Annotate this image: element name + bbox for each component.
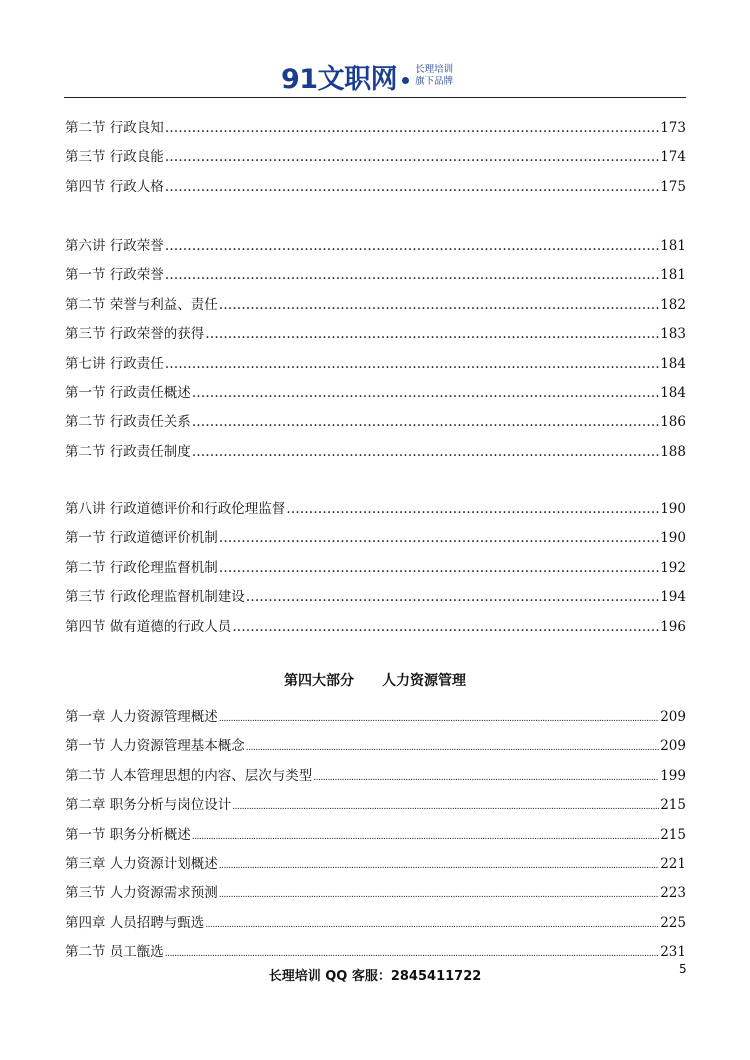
toc-entry [65, 353, 686, 375]
toc-entry-page: 209 [660, 738, 686, 755]
toc-dot-leader [165, 176, 659, 198]
toc-entry [65, 706, 686, 728]
toc-entry-page: 181 [660, 267, 686, 284]
logo-text: 91文职网 [281, 63, 398, 95]
toc-entry-page: 182 [660, 296, 686, 313]
toc-entry-page: 225 [660, 914, 686, 931]
toc-dot-leader [165, 943, 659, 965]
toc-entry-page: 186 [660, 414, 686, 431]
toc-entry-page: 183 [660, 326, 686, 343]
toc-entry [65, 235, 686, 257]
toc-entry [65, 616, 686, 638]
toc-entry-title: 第三节 行政伦理监督机制建设 [65, 589, 245, 606]
toc-entry-title: 第一节 人力资源管理基本概念 [65, 738, 245, 755]
toc-entry-title: 第一节 职务分析概述 [65, 826, 191, 843]
toc-entry [65, 382, 686, 404]
toc-dot-leader [286, 498, 659, 520]
toc-dot-leader [165, 264, 659, 286]
tagline-line-1: 长理培训 [415, 64, 454, 75]
toc-dot-leader [246, 586, 659, 608]
toc-entry-page: 215 [660, 797, 686, 814]
toc-entry-page: 199 [660, 767, 686, 784]
toc-dot-leader [165, 146, 659, 168]
page-number: 5 [679, 962, 687, 976]
toc-dot-leader [232, 796, 659, 818]
toc-entry [65, 441, 686, 463]
part-number: 第四大部分 [284, 673, 354, 689]
toc-entry-page: 188 [660, 443, 686, 460]
header-divider [64, 97, 686, 98]
logo-dot-icon [402, 77, 409, 84]
toc-entry-page: 190 [660, 530, 686, 547]
toc-dot-leader [219, 884, 659, 906]
toc-entry-page: 184 [660, 385, 686, 401]
toc-entry-page: 223 [660, 885, 686, 902]
toc-dot-leader [232, 616, 659, 638]
toc-entry [65, 882, 686, 904]
tagline-line-2: 旗下品牌 [415, 76, 454, 87]
toc-entry-title: 第三节 行政良能 [65, 149, 164, 166]
part-heading [0, 670, 750, 690]
toc-entry-title: 第二节 人本管理思想的内容、层次与类型 [65, 767, 313, 784]
toc-entry [65, 294, 686, 316]
toc-entry-page: 181 [660, 238, 686, 254]
toc-entry-page: 173 [660, 120, 686, 136]
toc-entry-title: 第四节 做有道德的行政人员 [65, 618, 232, 635]
toc-entry-title: 第三节 行政荣誉的获得 [65, 326, 205, 343]
toc-entry-title: 第二节 行政良知 [65, 120, 164, 136]
toc-entry [65, 735, 686, 757]
toc-entry-title: 第二节 员工甑选 [65, 944, 164, 961]
toc-entry [65, 941, 686, 963]
toc-dot-leader [205, 914, 659, 936]
toc-dot-leader [192, 411, 659, 433]
toc-dot-leader [219, 527, 659, 549]
toc-entry-title: 第八讲 行政道德评价和行政伦理监督 [65, 501, 286, 517]
toc-entry [65, 527, 686, 549]
toc-entry-page: 221 [660, 856, 686, 872]
toc-entry [65, 824, 686, 846]
toc-entry-title: 第一节 行政责任概述 [65, 385, 191, 401]
toc-dot-leader [246, 737, 659, 759]
part-title: 人力资源管理 [382, 673, 466, 689]
toc-entry-page: 196 [660, 618, 686, 635]
toc-entry-page: 231 [660, 944, 686, 961]
toc-entry-title: 第二节 行政责任关系 [65, 414, 191, 431]
toc-entry-title: 第四节 行政人格 [65, 178, 164, 195]
toc-dot-leader [205, 323, 659, 345]
toc-entry [65, 794, 686, 816]
toc-entry [65, 498, 686, 520]
toc-dot-leader [165, 117, 659, 139]
toc-entry [65, 557, 686, 579]
toc-entry-title: 第一章 人力资源管理概述 [65, 709, 218, 725]
toc-dot-leader [219, 294, 659, 316]
toc-entry-page: 215 [660, 826, 686, 843]
toc-entry-page: 209 [660, 709, 686, 725]
toc-entry-page: 184 [660, 355, 686, 372]
toc-entry-page: 190 [660, 501, 686, 517]
toc-entry-title: 第二节 行政伦理监督机制 [65, 559, 218, 576]
toc-entry [65, 117, 686, 139]
toc-entry-title: 第三节 人力资源需求预测 [65, 885, 218, 902]
toc-entry [65, 176, 686, 198]
toc-entry [65, 765, 686, 787]
toc-entry [65, 853, 686, 875]
toc-entry [65, 586, 686, 608]
toc-dot-leader [313, 767, 659, 789]
toc-dot-leader [219, 557, 659, 579]
toc-entry-title: 第三章 人力资源计划概述 [65, 856, 218, 872]
toc-dot-leader [165, 235, 659, 257]
toc-dot-leader [219, 855, 659, 877]
toc-entry-title: 第一节 行政道德评价机制 [65, 530, 218, 547]
toc-entry-title: 第四章 人员招聘与甄选 [65, 914, 205, 931]
toc-entry [65, 912, 686, 934]
brand-logo [281, 56, 453, 96]
toc-entry [65, 323, 686, 345]
toc-dot-leader [192, 826, 659, 848]
toc-dot-leader [165, 353, 659, 375]
toc-entry-title: 第七讲 行政责任 [65, 355, 164, 372]
logo-tagline [415, 64, 453, 88]
toc-entry-page: 175 [660, 178, 686, 195]
footer-contact: 长理培训 QQ 客服：2845411722 [268, 969, 482, 984]
toc-dot-leader [219, 708, 659, 730]
toc-dot-leader [192, 441, 659, 463]
toc-entry-title: 第六讲 行政荣誉 [65, 238, 164, 254]
toc-entry-title: 第二节 行政责任制度 [65, 443, 191, 460]
toc-entry-page: 194 [660, 589, 686, 606]
toc-dot-leader [192, 382, 659, 404]
toc-entry-title: 第二节 荣誉与利益、责任 [65, 296, 218, 313]
toc-entry-title: 第一节 行政荣誉 [65, 267, 164, 284]
toc-entry-page: 174 [660, 149, 686, 166]
toc-entry-title: 第二章 职务分析与岗位设计 [65, 797, 232, 814]
toc-entry [65, 411, 686, 433]
toc-entry [65, 146, 686, 168]
toc-entry-page: 192 [660, 559, 686, 576]
toc-entry [65, 264, 686, 286]
